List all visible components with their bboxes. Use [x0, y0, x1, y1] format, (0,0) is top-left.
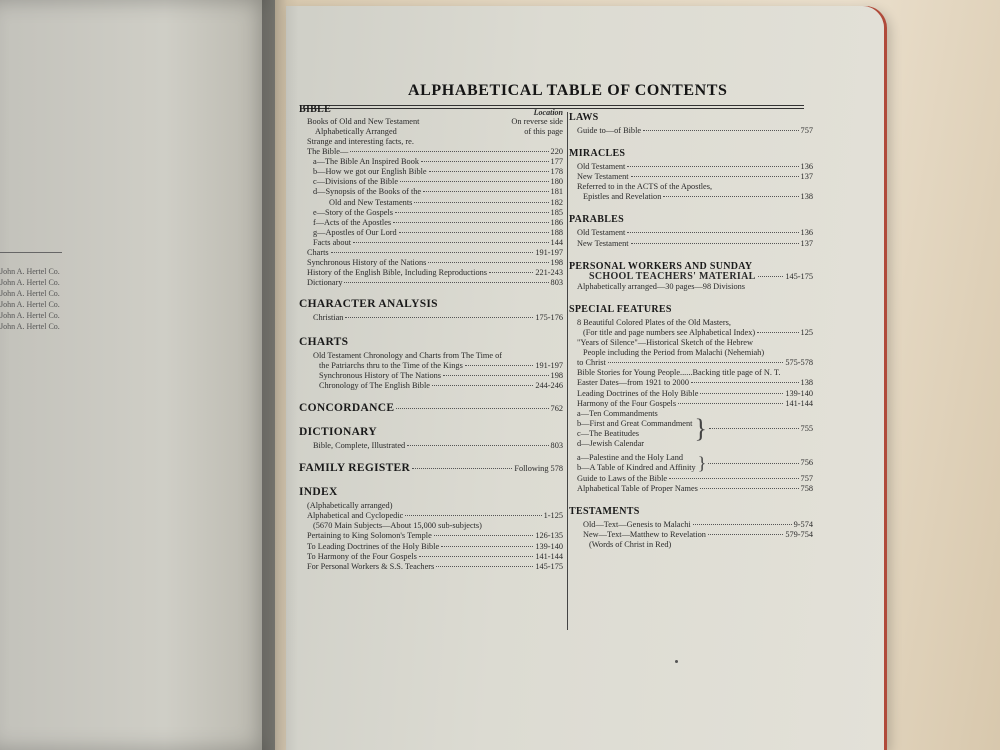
entry-page: 175-176 — [535, 313, 563, 323]
charts-entries — [299, 361, 563, 391]
section-heading-dictionary: DICTIONARY — [299, 425, 377, 438]
entry-text: Pertaining to King Solomon's Temple — [307, 531, 432, 541]
entry-row — [569, 358, 813, 368]
section-heading-laws: LAWS — [569, 112, 599, 123]
entry-row — [299, 531, 563, 541]
entry-text: Old—Text—Genesis to Malachi — [583, 520, 691, 530]
entry-text: Books of Old and New Testament — [307, 117, 420, 126]
entry-text: a—Palestine and the Holy Land — [577, 452, 683, 462]
entry-page: 145-175 — [785, 271, 813, 281]
miracles-entries — [569, 162, 813, 182]
entry: Referred to in the ACTS of the Apostles, — [577, 182, 713, 192]
entry-page: 755 — [800, 423, 813, 433]
entry-text: Strange and interesting facts, re. — [307, 137, 414, 146]
entry: (Alphabetically arranged) — [307, 501, 393, 511]
entry-page: 198 — [550, 258, 563, 268]
entry-page: 141-144 — [535, 551, 563, 561]
entry-row — [583, 328, 813, 338]
entry-text: c—Divisions of the Bible — [313, 177, 399, 187]
entry-page: 136 — [800, 228, 813, 238]
special-entries — [569, 358, 813, 408]
entry-text: For Personal Workers & S.S. Teachers — [307, 561, 435, 571]
entry-text: Guide to—of Bible — [577, 126, 642, 135]
entry-text: Synchronous History of The Nations — [319, 370, 441, 380]
entry-row — [299, 147, 563, 157]
group-item — [577, 439, 692, 449]
entry-text: Bible Stories for Young People......Backing title page of N. T. — [577, 368, 781, 378]
entry-row — [299, 238, 563, 248]
entry-location: On reverse side — [511, 117, 563, 126]
column-divider — [567, 112, 568, 630]
entry-row — [577, 228, 813, 238]
publisher-line: John A. Hertel Co. — [0, 300, 60, 309]
entry-text: d—Synopsis of the Books of the — [313, 187, 422, 197]
entry-row — [299, 208, 563, 218]
entry-row — [299, 167, 563, 177]
entry-page: 185 — [550, 207, 563, 217]
entry-page: 138 — [800, 192, 813, 202]
group-item — [577, 419, 692, 429]
entry-text: Easter Dates—from 1921 to 2000 — [577, 378, 689, 388]
entry-row — [569, 474, 813, 484]
entry-page: 186 — [550, 217, 563, 227]
entry-page: 188 — [550, 227, 563, 237]
entry-row — [313, 313, 563, 323]
character-entries — [299, 313, 563, 323]
entry-text: (For title and page numbers see Alphabetical Index) — [583, 327, 756, 337]
entry-page: 758 — [800, 484, 813, 494]
entry-page: 575-578 — [785, 358, 813, 368]
entry-text: b—A Table of Kindred and Affinity — [577, 463, 696, 473]
entry-text: Christian — [313, 313, 344, 323]
entry-row — [583, 520, 813, 530]
entry: (Words of Christ in Red) — [589, 540, 672, 550]
section-heading-charts: CHARTS — [299, 335, 349, 348]
entry-text: To Harmony of the Four Gospels — [307, 551, 417, 561]
entry-page: 1-125 — [543, 511, 563, 521]
entry-row — [299, 198, 563, 208]
entry-text: Harmony of the Four Gospels — [577, 398, 677, 408]
personal-workers-entry — [569, 272, 813, 282]
entry-row — [569, 399, 813, 409]
entry-page: 9-574 — [793, 520, 813, 530]
entry-row — [583, 192, 813, 202]
entry-text: Old and New Testaments — [329, 197, 413, 207]
entry-row — [299, 542, 563, 552]
entry-text: Guide to Laws of the Bible — [577, 474, 668, 484]
section-heading-bible: BIBLE — [299, 104, 332, 115]
entry-text: Old Testament — [577, 162, 626, 172]
entry-row — [299, 137, 563, 147]
right-column — [569, 112, 813, 551]
entry-row — [569, 368, 813, 378]
entry-page: 757 — [800, 126, 813, 135]
group-items — [577, 409, 692, 449]
entry-page: Following 578 — [514, 464, 563, 474]
testaments-entries — [569, 520, 813, 540]
entry: Old Testament Chronology and Charts from The Time of — [313, 350, 503, 360]
entry-page: 137 — [800, 238, 813, 248]
index-entries — [299, 531, 563, 571]
left-page — [0, 0, 275, 750]
book-gutter — [262, 0, 298, 750]
entry-row — [569, 389, 813, 399]
entry-row — [577, 172, 813, 182]
entry-text: a—Ten Commandments — [577, 408, 658, 418]
brace-glyph: } — [694, 413, 707, 443]
entry-page: 177 — [550, 157, 563, 167]
section-heading-index: INDEX — [299, 486, 338, 499]
section-heading-parables: PARABLES — [569, 214, 625, 226]
group-item — [577, 409, 692, 419]
group-item — [577, 453, 696, 463]
entry-text: Facts about — [313, 237, 352, 247]
entry-row — [299, 218, 563, 228]
entry-text: b—First and Great Commandment — [577, 418, 693, 428]
entry-text: Epistles and Revelation — [583, 192, 662, 202]
entry-text: Chronology of The English Bible — [319, 380, 430, 390]
laws-entries — [569, 126, 813, 136]
entry-text: f—Acts of the Apostles — [313, 217, 392, 227]
section-heading-character: CHARACTER ANALYSIS — [299, 298, 438, 311]
family-register-entry — [299, 463, 563, 474]
page-mark — [675, 660, 678, 663]
publisher-line: John A. Hertel Co. — [0, 267, 60, 276]
entry-row — [577, 126, 813, 136]
entry-text: Dictionary — [307, 278, 343, 288]
entry-page: 136 — [800, 162, 813, 172]
entry-page: 141-144 — [785, 398, 813, 408]
entry-page: 191-197 — [535, 360, 563, 370]
entry-row — [299, 268, 563, 278]
entry-row — [577, 162, 813, 172]
section-heading-personal: PERSONAL WORKERS AND SUNDAY — [569, 260, 753, 272]
parables-entries — [569, 228, 813, 248]
section-heading-testaments: TESTAMENTS — [569, 506, 640, 518]
entry-text: New—Text—Matthew to Revelation — [583, 530, 706, 540]
entry-page: 191-197 — [535, 248, 563, 258]
bible-books-entry — [299, 117, 563, 137]
entry-row — [299, 562, 563, 572]
entry-page: 221-243 — [535, 268, 563, 278]
miracles-entries — [569, 192, 813, 202]
entry-text: To Leading Doctrines of the Holy Bible — [307, 541, 440, 551]
left-page-rule — [0, 252, 62, 253]
entry-row — [299, 361, 563, 371]
entry-text: Alphabetically Arranged — [315, 127, 397, 136]
entry-page: 220 — [550, 147, 563, 157]
entry-page: 145-175 — [535, 561, 563, 571]
group-item — [577, 463, 696, 473]
special-entries — [569, 474, 813, 494]
entry-text: Bible, Complete, Illustrated — [313, 440, 406, 450]
entry-page: 137 — [800, 172, 813, 182]
section-heading-family: FAMILY REGISTER — [299, 462, 411, 475]
entry-text: the Patriarchs thru to the Time of the Kings — [319, 360, 463, 370]
entry-text: New Testament — [577, 172, 629, 182]
entry-text: Alphabetical and Cyclopedic — [307, 511, 404, 521]
entry-row — [313, 441, 563, 451]
section-heading-miracles: MIRACLES — [569, 148, 626, 160]
entry-row — [569, 484, 813, 494]
entry-row — [299, 157, 563, 167]
entry-page: 198 — [550, 370, 563, 380]
page-title: ALPHABETICAL TABLE OF CONTENTS — [408, 82, 728, 99]
entry-text: Synchronous History of the Nations — [307, 258, 427, 268]
entry-page: 579-754 — [785, 530, 813, 540]
bible-entries — [299, 137, 563, 288]
entry-page: 756 — [800, 458, 813, 468]
entry-row — [577, 239, 813, 249]
entry-text: New Testament — [577, 238, 629, 248]
entry: Alphabetically arranged—30 pages—98 Divisions — [577, 281, 745, 291]
entry-row — [299, 187, 563, 197]
index-entries — [299, 511, 563, 521]
entry-page: 803 — [550, 440, 563, 450]
section-heading-personal-2: SCHOOL TEACHERS' MATERIAL — [589, 270, 756, 282]
group-items — [577, 453, 696, 473]
entry-row — [583, 530, 813, 540]
left-column — [299, 104, 563, 572]
entry-page: 139-140 — [785, 388, 813, 398]
entry-page: 125 — [800, 327, 813, 337]
publisher-line: John A. Hertel Co. — [0, 311, 60, 320]
entry-text: History of the English Bible, Including Reproductions — [307, 268, 487, 278]
entry-text: Leading Doctrines of the Holy Bible — [577, 388, 699, 398]
entry-page: 182 — [550, 197, 563, 207]
entry-text: Old Testament — [577, 228, 626, 238]
entry-row — [299, 228, 563, 238]
entry-text: c—The Beatitudes — [577, 428, 639, 438]
entry-page: 803 — [550, 278, 563, 288]
entry-page: 178 — [550, 167, 563, 177]
entry-text: g—Apostles of Our Lord — [313, 227, 397, 237]
entry-text: Alphabetical Table of Proper Names — [577, 484, 698, 494]
entry: (5670 Main Subjects—About 15,000 sub-subjects) — [313, 521, 482, 531]
entry-page: 144 — [550, 237, 563, 247]
entry-page: 139-140 — [535, 541, 563, 551]
brace-glyph: } — [697, 453, 707, 474]
entry: "Years of Silence"—Historical Sketch of the Hebrew — [577, 338, 753, 348]
entry-page: 181 — [550, 187, 563, 197]
entry-row — [299, 371, 563, 381]
entry-row — [299, 381, 563, 391]
entry-row — [299, 248, 563, 258]
entry-row — [299, 258, 563, 268]
publisher-line: John A. Hertel Co. — [0, 278, 60, 287]
commandments-group — [569, 409, 813, 449]
entry-row — [299, 511, 563, 521]
section-heading-special: SPECIAL FEATURES — [569, 303, 672, 315]
entry-page: 757 — [800, 474, 813, 484]
entry-text: b—How we got our English Bible — [313, 167, 427, 177]
group-item — [577, 429, 692, 439]
publisher-line: John A. Hertel Co. — [0, 289, 60, 298]
entry-text: to Christ — [577, 358, 606, 368]
entry-text: e—Story of the Gospels — [313, 207, 393, 217]
publisher-line: John A. Hertel Co. — [0, 322, 60, 331]
entry-page: 244-246 — [535, 380, 563, 390]
location-header: Location — [533, 108, 563, 117]
entry-page: 180 — [550, 177, 563, 187]
section-heading-concordance: CONCORDANCE — [299, 401, 395, 414]
entry-text: Charts — [307, 248, 329, 258]
entry-row — [299, 177, 563, 187]
entry-text: The Bible— — [307, 147, 349, 157]
entry-page: 126-135 — [535, 531, 563, 541]
palestine-group — [569, 452, 813, 474]
entry-row — [299, 278, 563, 288]
special-entries — [569, 328, 813, 338]
dictionary-entries — [299, 441, 563, 451]
entry-text: a—The Bible An Inspired Book — [313, 157, 419, 167]
entry-row — [569, 378, 813, 388]
entry-text: d—Jewish Calendar — [577, 438, 645, 448]
entry-row — [299, 552, 563, 562]
entry: 8 Beautiful Colored Plates of the Old Masters, — [577, 317, 731, 327]
entry-page: 762 — [550, 403, 563, 413]
entry-location: of this page — [524, 127, 563, 136]
left-page-publisher-lines — [0, 266, 60, 332]
entry-page: 138 — [800, 378, 813, 388]
concordance-entry — [299, 403, 563, 414]
entry: People including the Period from Malachi (Nehemiah) — [583, 348, 765, 358]
